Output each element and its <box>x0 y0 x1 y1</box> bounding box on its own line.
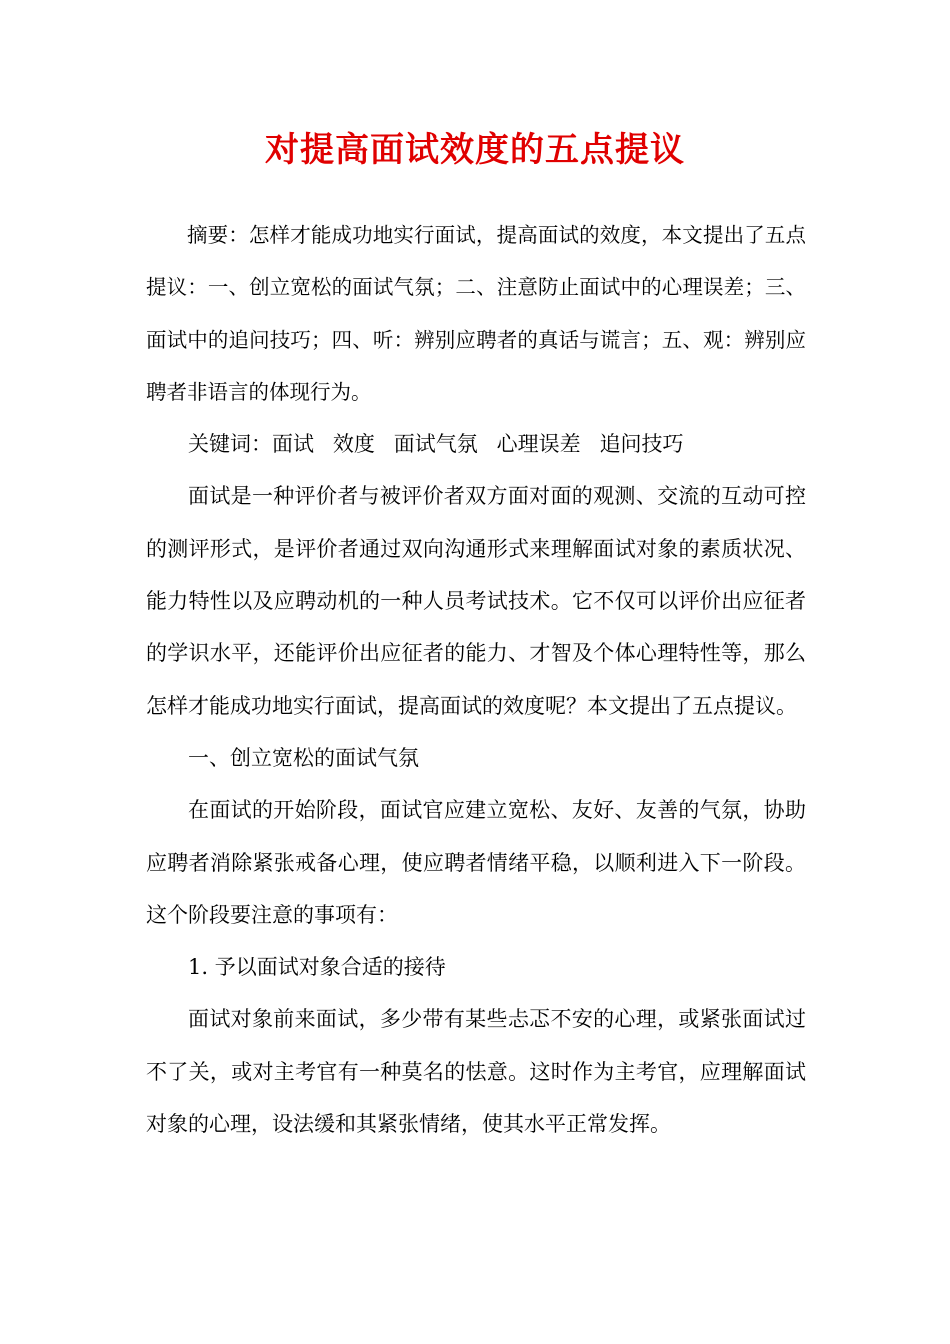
keyword-item: 效度 <box>332 432 375 457</box>
subsection-heading: 1. 予以面试对象合适的接待 <box>188 955 446 980</box>
keyword-item: 面试气氛 <box>393 432 478 457</box>
keywords-line <box>146 418 806 470</box>
keyword-item: 追问技巧 <box>599 432 684 457</box>
document-title: 对提高面试效度的五点提议 <box>265 130 685 170</box>
body-paragraph: 在面试的开始阶段，面试官应建立宽松、友好、友善的气氛，协助应聘者消除紧张戒备心理，使应聘者情绪平稳，以顺利进入下一阶段。这个阶段要注意的事项有： <box>146 798 806 927</box>
section-heading: 一、创立宽松的面试气氛 <box>188 745 419 770</box>
intro-paragraph: 面试是一种评价者与被评价者双方面对面的观测、交流的互动可控的测评形式，是评价者通过双向沟通形式来理解面试对象的素质状况、能力特性以及应聘动机的一种人员考试技术。它不仅可以评价出应征者的学识水平，还能评价出应征者的能力、才智及个体心理特性等，那么怎样才能成功地实行面试，提高面试的效度呢？本文提出了五点提议。 <box>146 484 806 718</box>
abstract-paragraph: 摘要：怎样才能成功地实行面试，提高面试的效度，本文提出了五点提议：一、创立宽松的面试气氛；二、注意防止面试中的心理误差；三、面试中的追问技巧；四、听：辨别应聘者的真话与谎言；五、观：辨别应聘者非语言的体现行为。 <box>146 223 806 404</box>
document-body <box>146 209 806 1150</box>
keyword-item: 心理误差 <box>496 432 581 457</box>
body-paragraph: 面试对象前来面试，多少带有某些忐忑不安的心理，或紧张面试过不了关，或对主考官有一种莫名的怯意。这时作为主考官，应理解面试对象的心理，设法缓和其紧张情绪，使其水平正常发挥。 <box>146 1007 806 1137</box>
keywords-label: 关键词： <box>188 432 272 457</box>
keyword-item: 面试 <box>272 432 314 457</box>
